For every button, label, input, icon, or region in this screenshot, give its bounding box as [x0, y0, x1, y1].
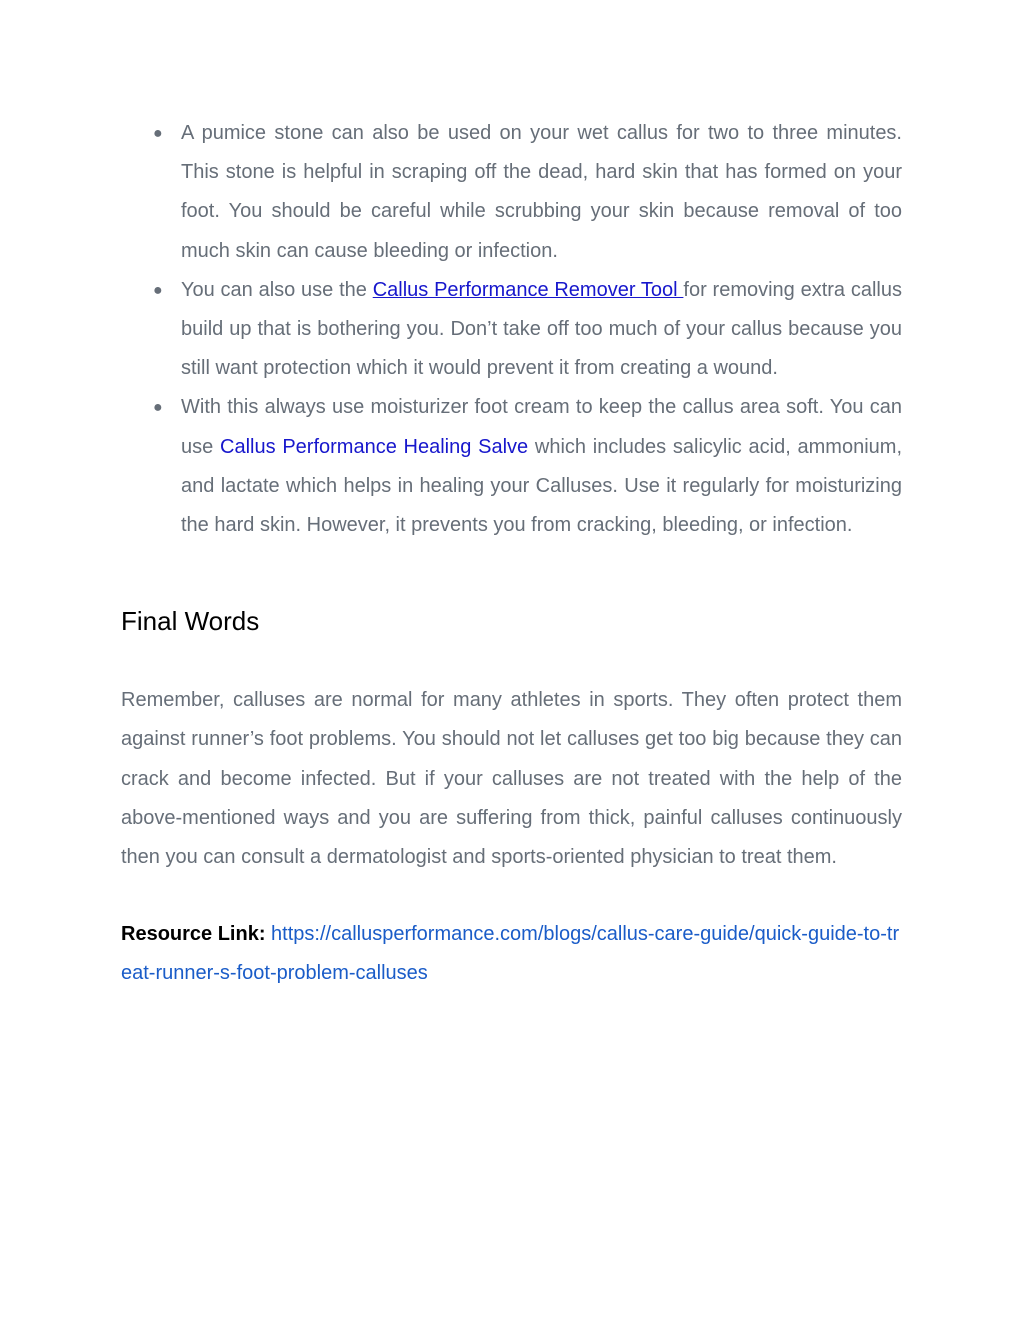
remover-tool-link[interactable]: Callus Performance Remover Tool — [372, 278, 684, 301]
list-item-text: With this always use moisturizer foot cream to keep the callus area soft. You can use — [181, 396, 902, 458]
list-item-text: A pumice stone can also be used on your wet callus for two to three minutes. This stone is helpful in scraping off the dead, hard skin that has formed on your foot. You should be careful while scrubbing your skin because removal of too much skin can cause bleeding or infection. — [181, 122, 902, 262]
list-item — [121, 271, 902, 389]
resource-line — [121, 915, 902, 993]
list-item — [121, 388, 902, 545]
section-heading: Final Words — [121, 606, 260, 637]
bullet-icon: ● — [153, 281, 163, 299]
list-item-text: You can also use the — [181, 278, 373, 301]
list-item-text: which includes salicylic acid, ammonium, and lactate which helps in healing your Calluses. Use it regularly for moisturizing the hard skin. However, it prevents you from cracking, bleeding, or infection. — [181, 435, 902, 537]
resource-url-link[interactable]: https://callusperformance.com/blogs/callus-care-guide/quick-guide-to-treat-runner-s-foot-problem-calluses — [121, 923, 900, 985]
bullet-icon: ● — [153, 125, 163, 142]
bullet-icon: ● — [153, 399, 163, 417]
list-item — [121, 114, 902, 271]
final-words-paragraph: Remember, calluses are normal for many athletes in sports. They often protect them against runner’s foot problems. You should not let calluses get too big because they can crack and become infected. But if your calluses are not treated with the help of the above-mentioned ways and you are suffering from thick, painful calluses continuously then you can consult a dermatologist and sports-oriented physician to treat them. — [121, 689, 902, 869]
list-item-text: for removing extra callus build up that is bothering you. Don’t take off too much of your callus because you still want protection which it would prevent it from creating a wound. — [181, 278, 902, 380]
healing-salve-link[interactable]: Callus Performance Healing Salve — [220, 435, 529, 458]
resource-label: Resource Link: — [121, 923, 266, 946]
document-page — [121, 114, 902, 994]
tips-list — [121, 114, 902, 545]
